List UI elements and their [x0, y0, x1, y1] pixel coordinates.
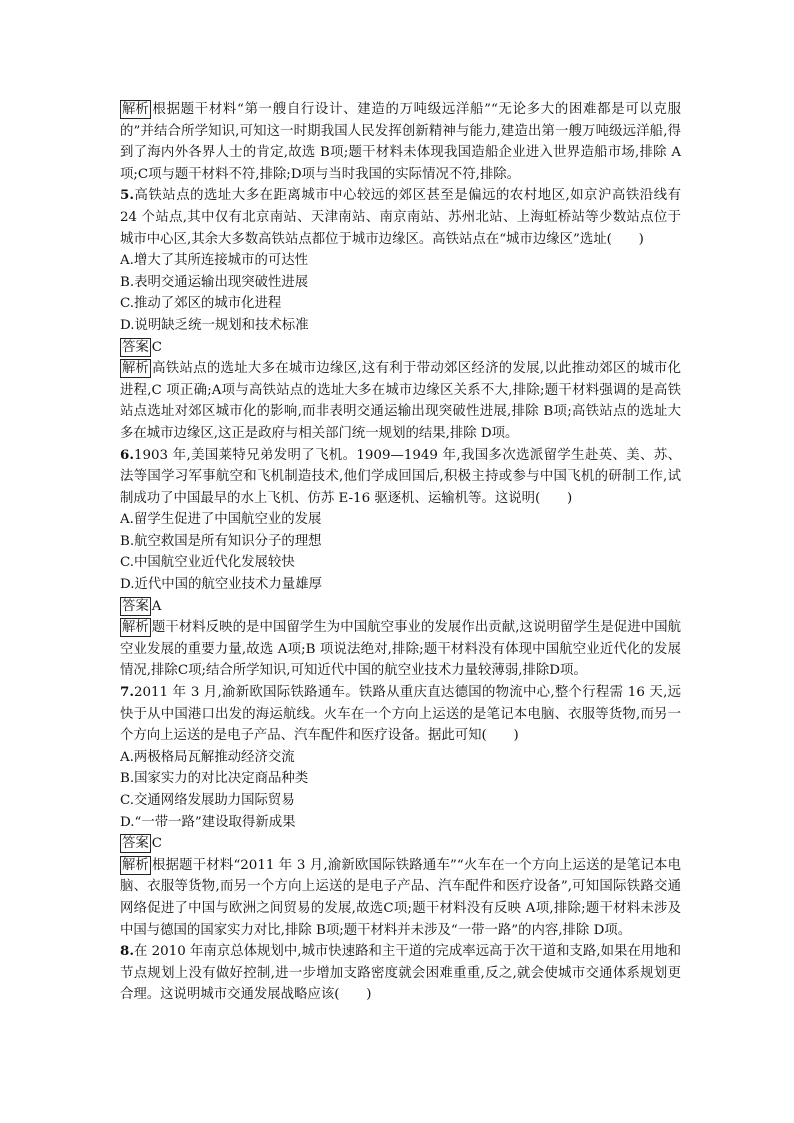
question-stem: [120, 185, 681, 250]
analysis-label: 解析: [122, 102, 149, 117]
answer-label: 答案: [122, 836, 149, 852]
question-stem: [120, 941, 681, 1006]
analysis-paragraph: [120, 358, 681, 444]
question-stem: [120, 682, 681, 747]
question-number: 8.: [120, 943, 134, 960]
answer-label: 答案: [122, 339, 149, 355]
analysis-label: 解析: [122, 857, 149, 873]
analysis-text: 根据题干材料“第一艘自行设计、建造的万吨级远洋船”“无论多大的困难都是可以克服的”并结合所学知识,可知这一时期我国人民发挥创新精神与能力,建造出第一艘万吨级远洋船,得到了海内外各界人士的肯定,故选 B项;题干材料未体现我国造船企业进入世界造船市场,排除 A项;C项与题干材料不符,排除;D项与当时我国的实际情况不符,排除。: [120, 102, 681, 182]
option-item: B.表明交通运输出现突破性进展: [120, 274, 309, 290]
option-item: B.国家实力的对比决定商品种类: [120, 771, 309, 787]
question-text: 1903 年,美国莱特兄弟发明了飞机。1909—1949 年,我国多次选派留学生赴英、美、苏、法等国学习军事航空和飞机制造技术,他们学成回国后,积极主持或参与中国飞机的研制工作,试制成功了中国最早的水上飞机、仿苏 E-16 驱逐机、运输机等。这说明( ): [120, 447, 681, 506]
analysis-label: 解析: [122, 361, 149, 377]
answer-value: A: [151, 598, 162, 614]
analysis-text: 题干材料反映的是中国留学生为中国航空事业的发展作出贡献,这说明留学生是促进中国航空业发展的重要力量,故选 A项;B 项说法绝对,排除;题干材料没有体现中国航空业近代化的发展情况,排除C项;结合所学知识,可知近代中国的航空业技术力量较薄弱,排除D项。: [120, 620, 681, 679]
option-item: D.近代中国的航空业技术力量雄厚: [120, 577, 322, 593]
option-item: A.留学生促进了中国航空业的发展: [120, 512, 322, 528]
question-text: 在 2010 年南京总体规划中,城市快速路和主干道的完成率远高于次干道和支路,如果在用地和节点规划上没有做好控制,进一步增加支路密度就会困难重重,反之,就会使城市交通体系规划更合理。这说明城市交通发展战略应该( ): [120, 944, 681, 1003]
analysis-text: 高铁站点的选址大多在城市边缘区,这有利于带动郊区经济的发展,以此推动郊区的城市化进程,C 项正确;A项与高铁站点的选址大多在城市边缘区关系不大,排除;题干材料强调的是高铁站点选址对郊区城市化的影响,而非表明交通运输出现突破性进展,排除 B项;高铁站点的选址大多在城市边缘区,这正是政府与相关部门统一规划的结果,排除 D项。: [120, 361, 681, 441]
question-number: 5.: [120, 187, 134, 204]
option-item: C.交通网络发展助力国际贸易: [120, 793, 295, 808]
question-number: 7.: [120, 684, 134, 701]
answer-value: C: [151, 339, 163, 355]
analysis-label: 解析: [122, 620, 149, 636]
option-item: D.说明缺乏统一规划和技术标准: [120, 317, 309, 333]
question-text: 2011 年 3 月,渝新欧国际铁路通车。铁路从重庆直达德国的物流中心,整个行程需 16 天,远快于从中国港口出发的海运航线。火车在一个方向上运送的是笔记本电脑、衣服等货物,而另一个方向上运送的是电子产品、汽车配件和医疗设备。据此可知( ): [120, 685, 681, 744]
document-page: [120, 99, 681, 1006]
question-number: 6.: [120, 446, 134, 463]
analysis-paragraph: [120, 855, 681, 941]
answer-row: [120, 596, 681, 618]
option-item: C.推动了郊区的城市化进程: [120, 296, 282, 312]
question-text: 高铁站点的选址大多在距离城市中心较远的郊区甚至是偏远的农村地区,如京沪高铁沿线有 24 个站点,其中仅有北京南站、天津南站、南京南站、苏州北站、上海虹桥站等少数站点位于城市中心区,其余大多数高铁站点都位于城市边缘区。高铁站点在“城市边缘区”选址( ): [120, 188, 681, 247]
analysis-paragraph: [120, 99, 681, 185]
option-item: C.中国航空业近代化发展较快: [120, 555, 295, 571]
option-item: B.航空救国是所有知识分子的理想: [120, 533, 322, 549]
analysis-paragraph: [120, 617, 681, 682]
option-item: A.两极格局瓦解推动经济交流: [120, 749, 295, 765]
answer-label: 答案: [122, 598, 149, 614]
answer-value: C: [151, 836, 163, 852]
analysis-text: 根据题干材料“2011 年 3 月,渝新欧国际铁路通车”“火车在一个方向上运送的是笔记本电脑、衣服等货物,而另一个方向上运送的是电子产品、汽车配件和医疗设备”,可知国际铁路交通网络促进了中国与欧洲之间贸易的发展,故选C项;题干材料没有反映 A项,排除;题干材料未涉及中国与德国的国家实力对比,排除 B项;题干材料并未涉及“一带一路”的内容,排除 D项。: [120, 857, 681, 938]
question-stem: [120, 445, 681, 510]
answer-row: [120, 337, 681, 359]
option-item: A.增大了其所连接城市的可达性: [120, 253, 309, 269]
answer-row: [120, 833, 681, 855]
option-item: D.“一带一路”建设取得新成果: [120, 814, 296, 830]
